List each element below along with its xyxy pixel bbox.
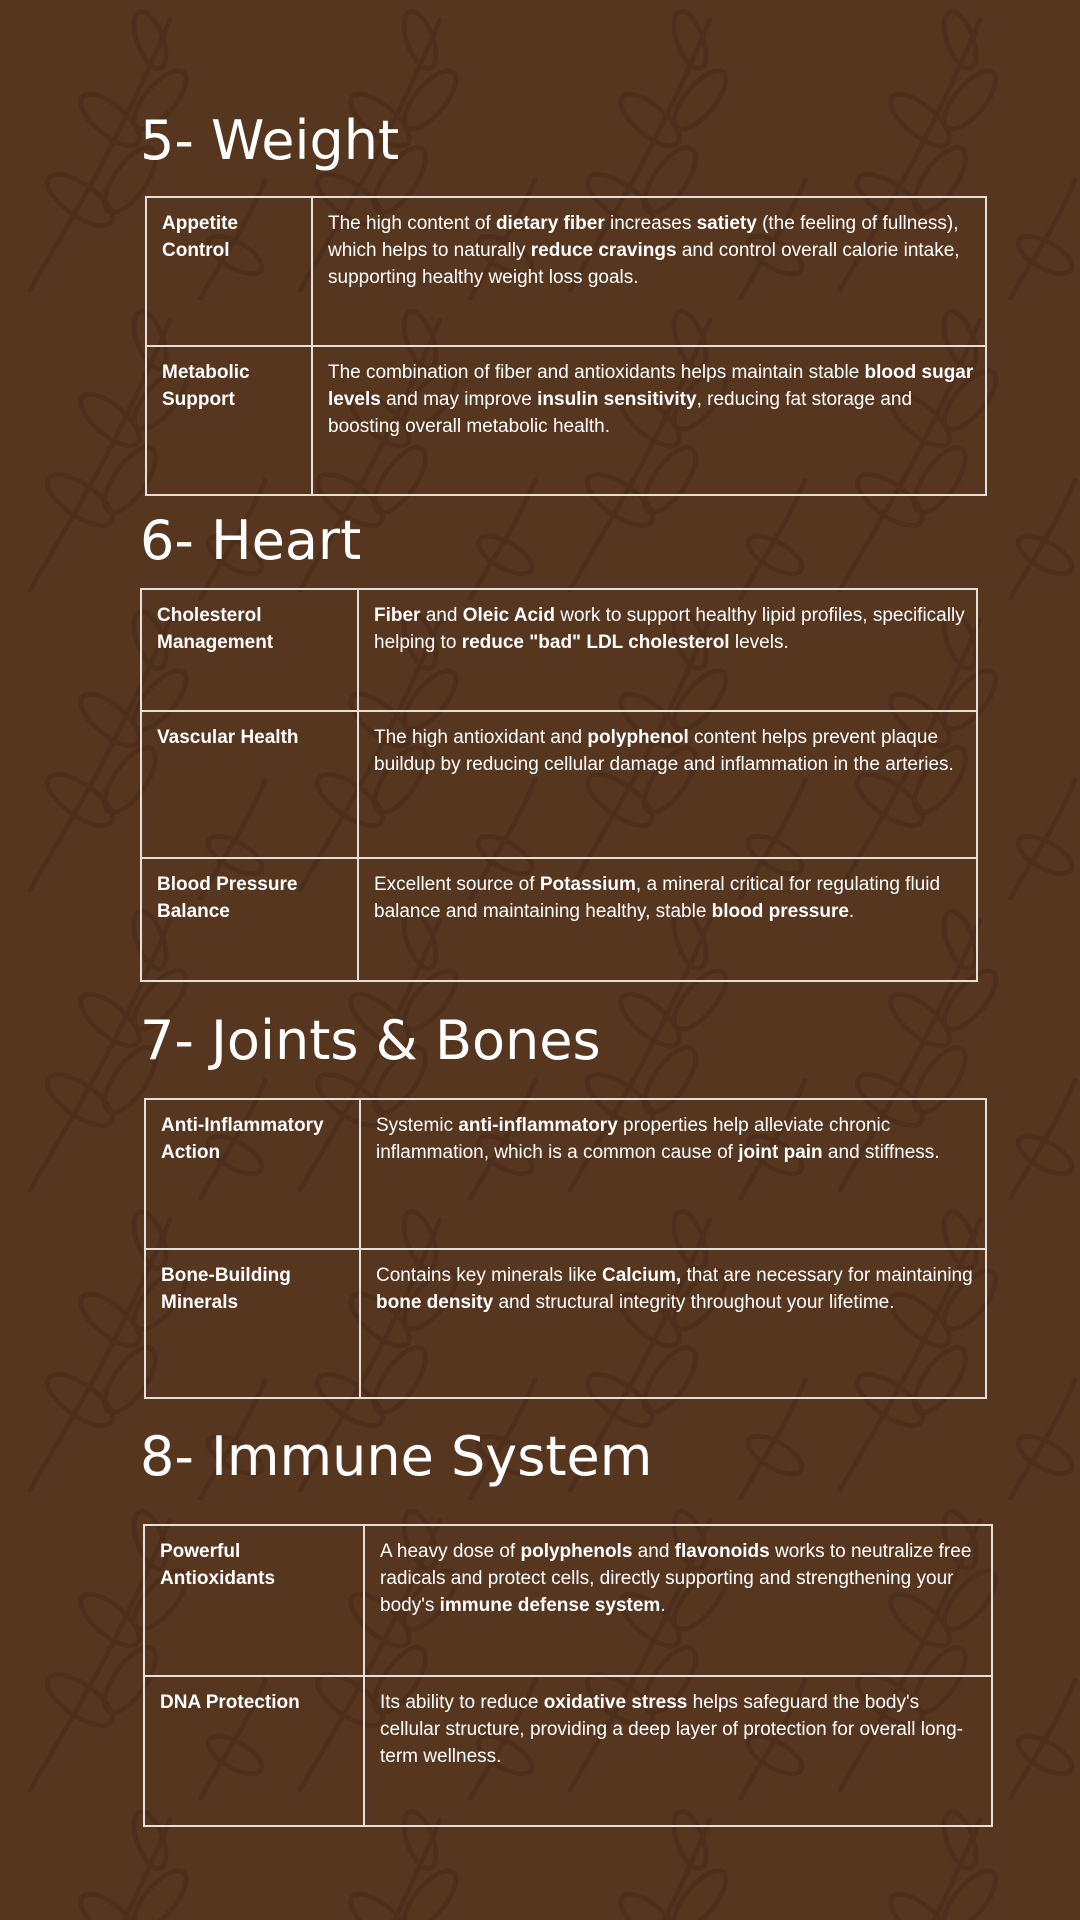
joints-bones-table [144,1098,987,1399]
benefit-description: A heavy dose of polyphenols and flavonoids works to neutralize free radicals and protect cells, directly supporting and strengthening your body's immune defense system. [364,1525,992,1676]
benefit-label: Appetite Control [146,197,312,346]
benefit-label: Powerful Antioxidants [144,1525,364,1676]
table-row [144,1525,992,1676]
benefit-description: Fiber and Oleic Acid work to support healthy lipid profiles, specifically helping to reduce "bad" LDL cholesterol levels. [358,589,977,711]
benefit-description: Contains key minerals like Calcium, that are necessary for maintaining bone density and structural integrity throughout your lifetime. [360,1249,986,1398]
table-row [145,1249,986,1398]
table-row [146,346,986,495]
benefit-description: The high antioxidant and polyphenol content helps prevent plaque buildup by reducing cellular damage and inflammation in the arteries. [358,711,977,858]
table-row [141,589,977,711]
benefit-description: Systemic anti-inflammatory properties help alleviate chronic inflammation, which is a common cause of joint pain and stiffness. [360,1099,986,1249]
table-row [145,1099,986,1249]
immune-system-table [143,1524,993,1827]
benefit-label: Anti-Inflammatory Action [145,1099,360,1249]
benefit-description: The high content of dietary fiber increases satiety (the feeling of fullness), which helps to naturally reduce cravings and control overall calorie intake, supporting healthy weight loss goals. [312,197,986,346]
section-title-joints-bones: 7- Joints & Bones [140,1009,601,1072]
weight-table [145,196,987,496]
benefit-label: Cholesterol Management [141,589,358,711]
table-row [141,711,977,858]
table-row [144,1676,992,1826]
benefit-description: Excellent source of Potassium, a mineral critical for regulating fluid balance and maintaining healthy, stable blood pressure. [358,858,977,981]
section-title-immune-system: 8- Immune System [140,1425,653,1488]
section-title-heart: 6- Heart [140,509,362,572]
table-row [141,858,977,981]
section-title-weight: 5- Weight [140,109,400,172]
benefit-description: The combination of fiber and antioxidants helps maintain stable blood sugar levels and may improve insulin sensitivity, reducing fat storage and boosting overall metabolic health. [312,346,986,495]
benefit-label: Vascular Health [141,711,358,858]
benefit-label: Blood Pressure Balance [141,858,358,981]
benefit-label: Metabolic Support [146,346,312,495]
heart-table [140,588,978,982]
benefit-label: Bone-Building Minerals [145,1249,360,1398]
benefit-label: DNA Protection [144,1676,364,1826]
benefit-description: Its ability to reduce oxidative stress helps safeguard the body's cellular structure, providing a deep layer of protection for overall long-term wellness. [364,1676,992,1826]
table-row [146,197,986,346]
